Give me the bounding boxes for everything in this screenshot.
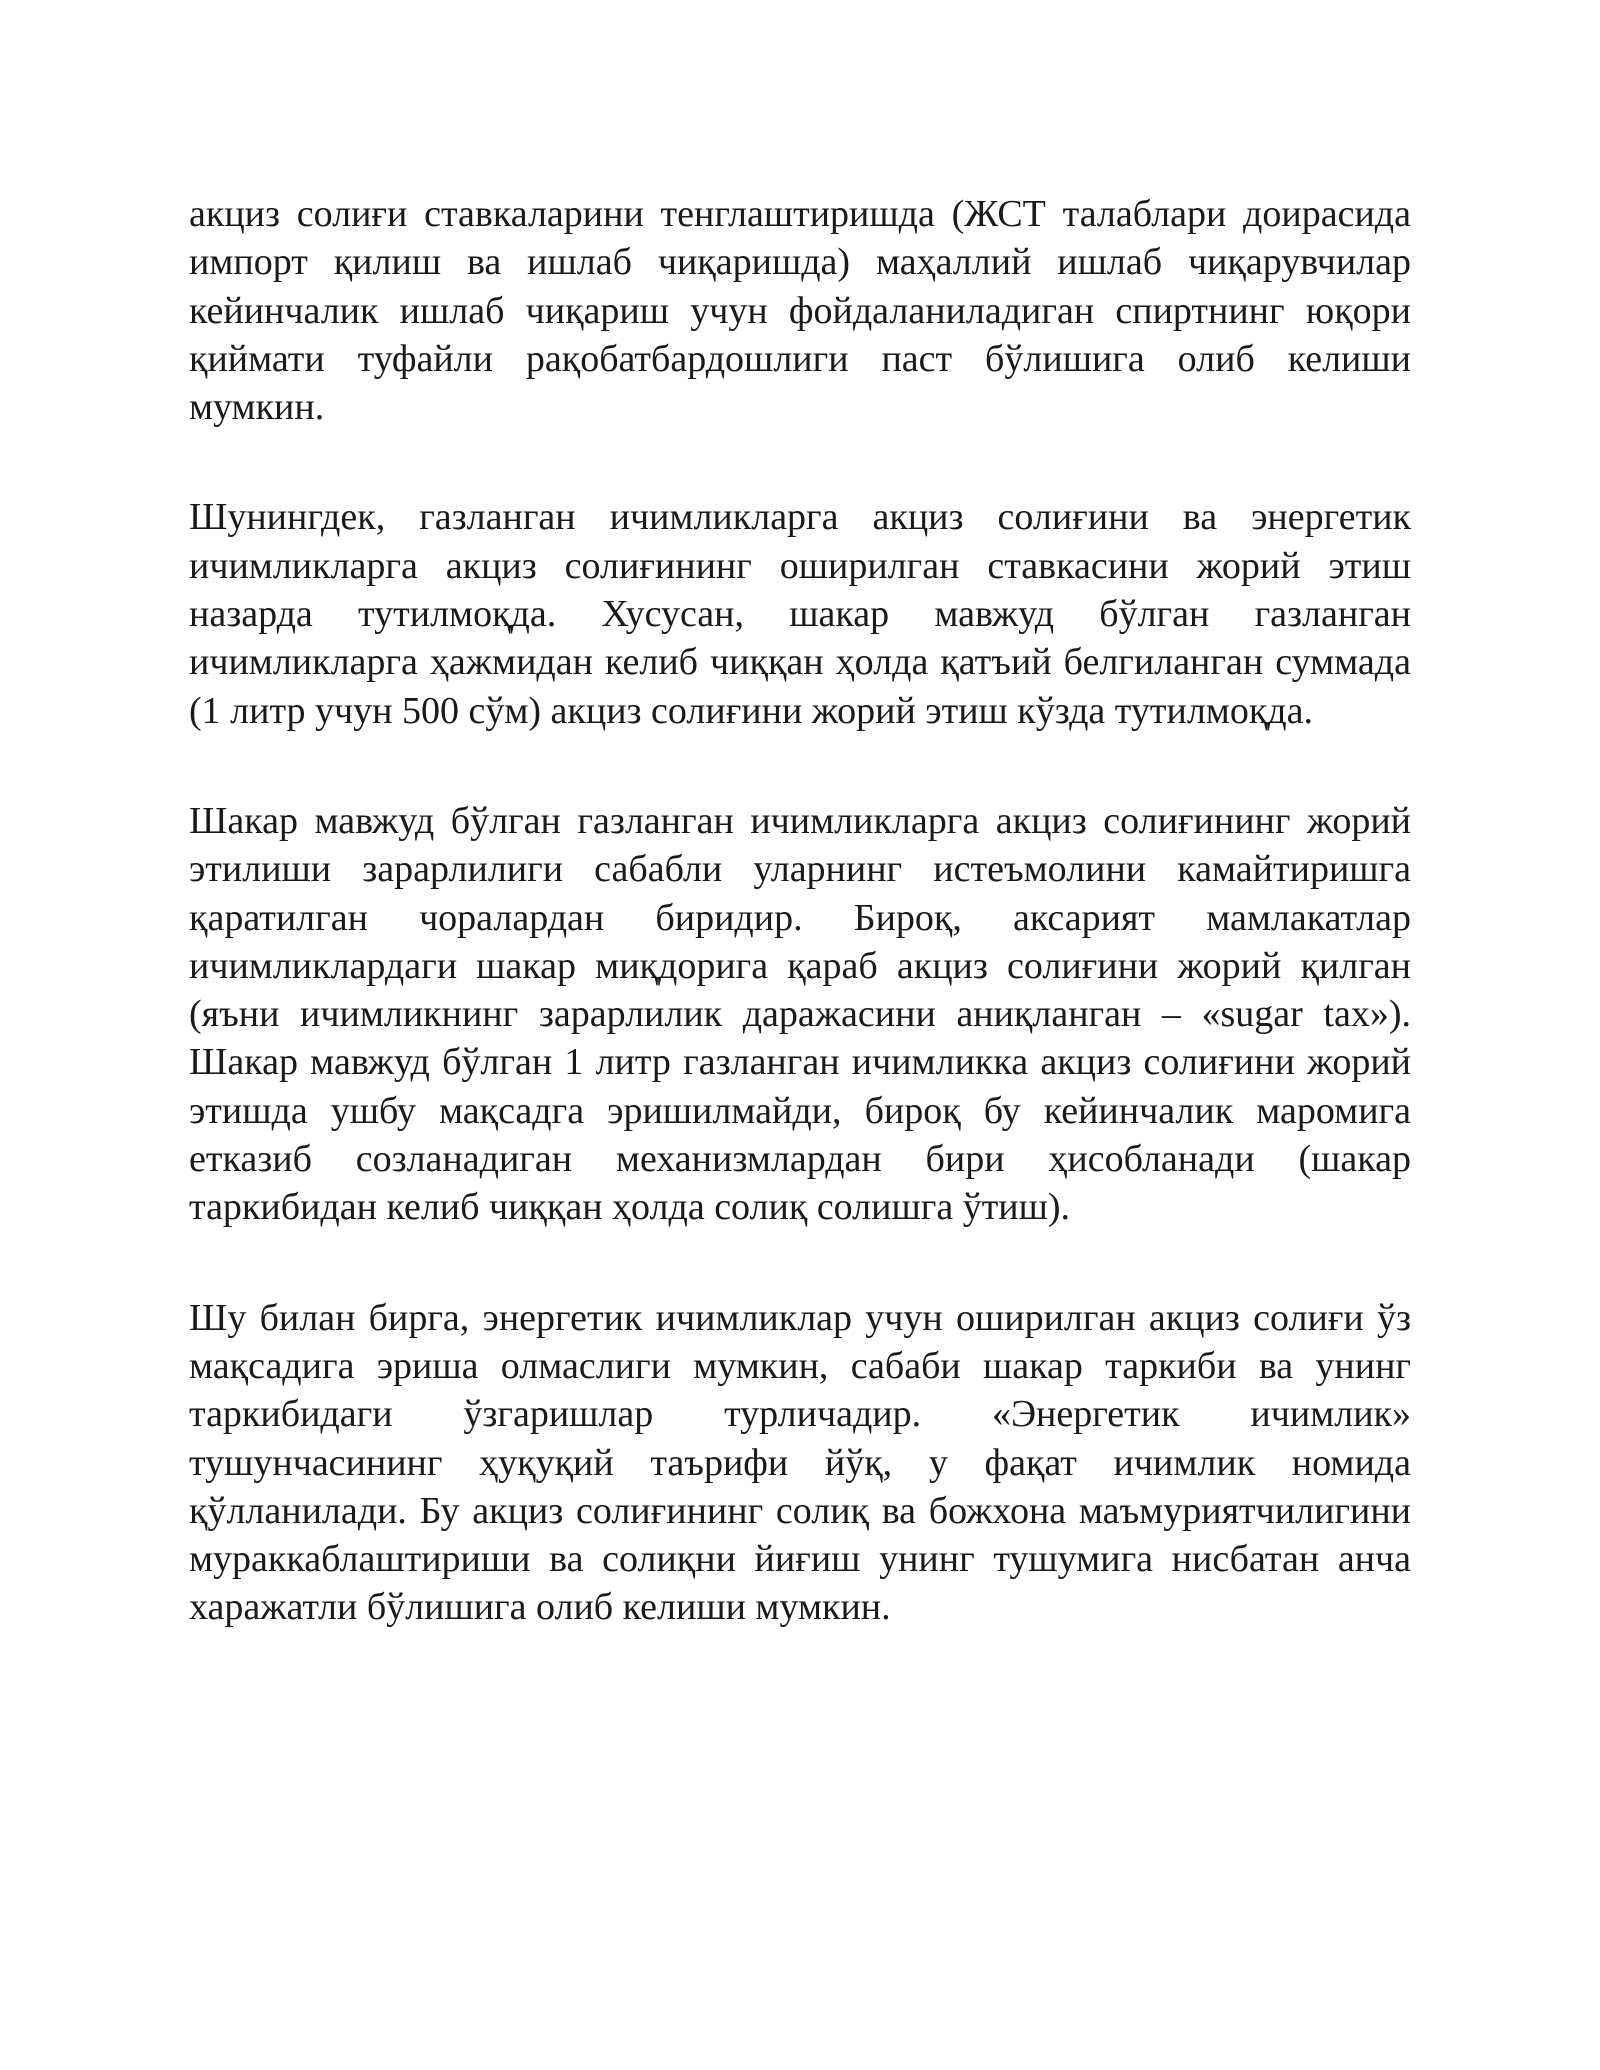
paragraph-3: Шакар мавжуд бўлган газланган ичимликларга акциз солиғининг жорий этилиши зарарлилиги сабабли уларнинг истеъмолини камайтиришга қаратилган чоралардан биридир. Бироқ, аксарият мамлакатлар ичимликлардаги шакар миқдорига қараб акциз солиғини жорий қилган (яъни ичимликнинг зарарлилик даражасини аниқланган – «sugar tax»). Шакар мавжуд бўлган 1 литр газланган ичимликка акциз солиғини жорий этишда ушбу мақсадга эришилмайди, бироқ бу кейинчалик маромига етказиб созланадиган механизмлардан бири ҳисобланади (шакар таркибидан келиб чиққан ҳолда солиқ солишга ўтиш). xyxy=(189,799,1411,1229)
document-body xyxy=(189,190,1411,1694)
paragraph-1: акциз солиғи ставкаларини тенглаштиришда (ЖСТ талаблари доирасида импорт қилиш ва ишлаб чиқаришда) маҳаллий ишлаб чиқарувчилар кейинчалик ишлаб чиқариш учун фойдаланиладиган спиртнинг юқори қиймати туфайли рақобатбардошлиги паст бўлишига олиб келиши мумкин. xyxy=(189,193,1411,429)
paragraph-2: Шунингдек, газланган ичимликларга акциз солиғини ва энергетик ичимликларга акциз солиғининг оширилган ставкасини жорий этиш назарда тутилмоқда. Хусусан, шакар мавжуд бўлган газланган ичимликларга ҳажмидан келиб чиққан ҳолда қатъий белгиланган суммада (1 литр учун 500 сўм) акциз солиғини жорий этиш кўзда тутилмоқда. xyxy=(189,496,1411,732)
paragraph-4: Шу билан бирга, энергетик ичимликлар учун оширилган акциз солиғи ўз мақсадига эриша олмаслиги мумкин, сабаби шакар таркиби ва унинг таркибидаги ўзгаришлар турличадир. «Энергетик ичимлик» тушунчасининг ҳуқуқий таърифи йўқ, у фақат ичимлик номида қўлланилади. Бу акциз солиғининг солиқ ва божхона маъмуриятчилигини мураккаблаштириши ва солиқни йиғиш унинг тушумига нисбатан анча харажатли бўлишига олиб келиши мумкин. xyxy=(189,1296,1411,1629)
